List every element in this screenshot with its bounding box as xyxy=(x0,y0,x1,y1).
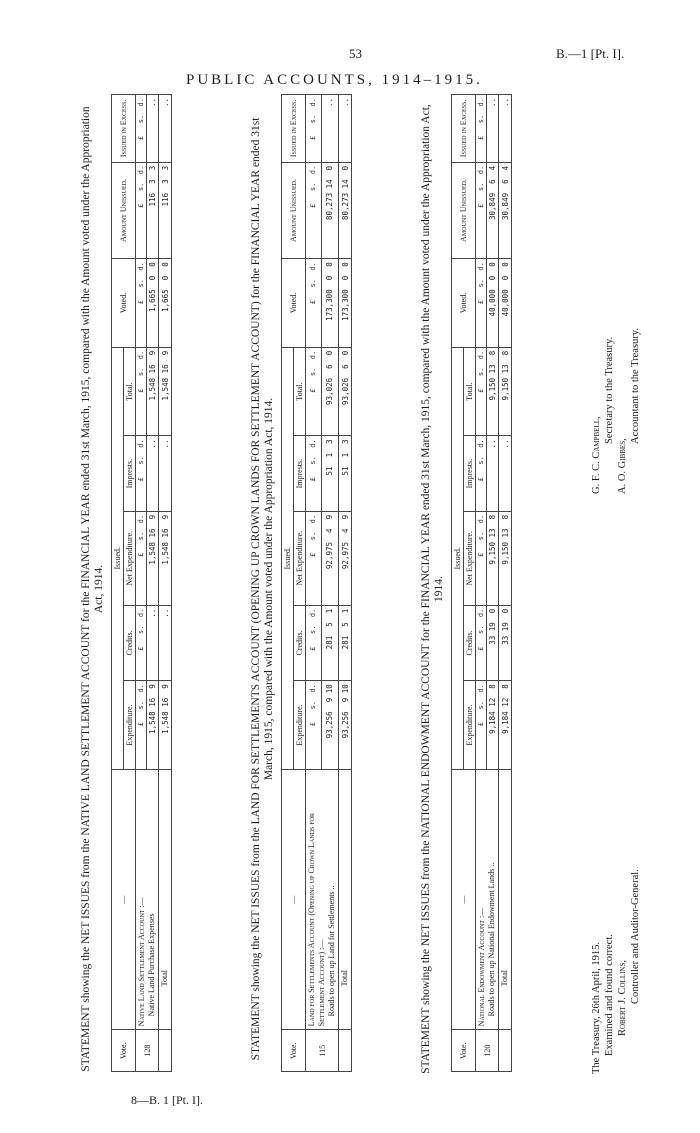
description-header: — xyxy=(282,769,306,1030)
total-vote-cell xyxy=(499,1030,512,1072)
currency-units: £ s. d. xyxy=(136,681,147,770)
total-header: Total. xyxy=(124,347,136,436)
total-excess: .. xyxy=(499,95,512,163)
row-total: 93,026 6 0 xyxy=(321,347,338,436)
treasury-date: The Treasury, 26th April, 1915. xyxy=(591,941,602,1074)
currency-units: £ s. d. xyxy=(136,95,147,163)
total-imprests: .. xyxy=(499,436,512,512)
net-expenditure-header: Net Expenditure. xyxy=(124,511,136,605)
secretary-title: Secretary to the Treasury. xyxy=(604,336,615,444)
total-net-expenditure: 92,975 4 9 xyxy=(339,511,352,605)
currency-units: £ s. d. xyxy=(306,681,322,770)
total-vote-cell xyxy=(159,1030,172,1072)
statement-title: STATEMENT showing the NET ISSUES from the NATIVE LAND SETTLEMENT ACCOUNT for the FINANCIAL YEAR ended 31st March, 1915, compared with the Amount voted under the Appropriation Act, 1914. xyxy=(80,106,105,1072)
row-imprests: .. xyxy=(147,436,159,512)
page-title: PUBLIC ACCOUNTS, 1914–1915. xyxy=(186,72,483,88)
row-imprests: .. xyxy=(487,436,499,512)
vote-header: Vote. xyxy=(282,1030,306,1072)
accountant-name: A. O. Gibbes, xyxy=(617,438,628,494)
total-header: Total. xyxy=(294,347,306,436)
row-voted: 1,665 0 0 xyxy=(147,259,159,348)
row-excess: .. xyxy=(321,95,338,163)
expenditure-header: Expenditure. xyxy=(294,681,306,770)
total-label-cell xyxy=(499,769,512,1030)
statement-section xyxy=(420,94,512,1084)
currency-units: £ s. d. xyxy=(476,436,487,512)
voted-header: Voted. xyxy=(282,259,306,348)
vote-header: Vote. xyxy=(112,1030,136,1072)
total-net-expenditure: 1,548 16 9 xyxy=(159,511,172,605)
currency-units: £ s. d. xyxy=(136,259,147,348)
currency-units: £ s. d. xyxy=(136,605,147,681)
secretary-name: G. F. C. Campbell, xyxy=(591,416,602,494)
account-heading: National Endowment Account :— xyxy=(477,907,486,1027)
total-label-cell xyxy=(339,769,352,1030)
row-net-expenditure: 1,548 16 9 xyxy=(147,511,159,605)
credits-header: Credits. xyxy=(464,605,476,681)
net-expenditure-header: Net Expenditure. xyxy=(464,511,476,605)
currency-units: £ s. d. xyxy=(476,95,487,163)
issued-header: Issued. xyxy=(282,347,294,769)
total-unissued: 116 3 3 xyxy=(159,162,172,258)
footer-reference: 8—B. 1 [Pt. I]. xyxy=(131,1093,203,1107)
total-credits: .. xyxy=(159,605,172,681)
row-total: 9,150 13 8 xyxy=(487,347,499,436)
total-excess: .. xyxy=(339,95,352,163)
account-heading: Native Land Settlement Account :— xyxy=(137,897,146,1027)
row-expenditure: 1,548 16 9 xyxy=(147,681,159,770)
imprests-header: Imprests. xyxy=(124,436,136,512)
currency-units: £ s. d. xyxy=(476,347,487,436)
total-unissued: 80,273 14 0 xyxy=(339,162,352,258)
total-expenditure: 1,548 16 9 xyxy=(159,681,172,770)
total-header: Total. xyxy=(464,347,476,436)
statement-table xyxy=(451,94,512,1072)
total-voted: 40,000 0 0 xyxy=(499,259,512,348)
total-label-cell xyxy=(159,769,172,1030)
account-description xyxy=(306,769,339,1030)
currency-units: £ s. d. xyxy=(136,347,147,436)
statement-title: STATEMENT showing the NET ISSUES from the LAND FOR SETTLEMENTS ACCOUNT (OPENING UP CROWN LANDS FOR SETTLEMENT ACCOUNT) for the FINANCIAL YEAR ended 31st March, 1915, compared with the Amount voted under the Appropriation Act, 1914. xyxy=(250,117,275,1061)
total-voted: 173,300 0 0 xyxy=(339,259,352,348)
row-unissued: 30,849 6 4 xyxy=(487,162,499,258)
currency-units: £ s. d. xyxy=(306,605,322,681)
total-credits: 33 19 0 xyxy=(499,605,512,681)
account-description xyxy=(136,769,159,1030)
row-voted: 173,300 0 0 xyxy=(321,259,338,348)
row-excess: .. xyxy=(147,95,159,163)
total-unissued: 30,849 6 4 xyxy=(499,162,512,258)
item-description: Roads to open up Land for Settlements .. xyxy=(327,885,336,1017)
currency-units: £ s. d. xyxy=(476,259,487,348)
description-header: — xyxy=(452,769,476,1030)
document-reference: B.—1 [Pt. I]. xyxy=(556,46,625,61)
total-label: Total xyxy=(340,970,349,987)
amount-unissued-header: Amount Unissued. xyxy=(282,162,306,258)
currency-units: £ s. d. xyxy=(476,605,487,681)
credits-header: Credits. xyxy=(294,605,306,681)
total-imprests: .. xyxy=(159,436,172,512)
currency-units: £ s. d. xyxy=(306,95,322,163)
total-expenditure: 93,256 9 10 xyxy=(339,681,352,770)
expenditure-header: Expenditure. xyxy=(124,681,136,770)
imprests-header: Imprests. xyxy=(464,436,476,512)
total-total: 9,150 13 8 xyxy=(499,347,512,436)
page-number: 53 xyxy=(349,46,362,61)
currency-units: £ s. d. xyxy=(476,681,487,770)
total-total: 1,548 16 9 xyxy=(159,347,172,436)
statement-table xyxy=(111,94,172,1072)
auditor-name: Robert J. Collins, xyxy=(617,959,628,1036)
total-voted: 1,665 0 0 xyxy=(159,259,172,348)
statement-section xyxy=(250,94,352,1084)
currency-units: £ s. d. xyxy=(136,162,147,258)
imprests-header: Imprests. xyxy=(294,436,306,512)
currency-units: £ s. d. xyxy=(136,511,147,605)
total-label: Total xyxy=(160,970,169,987)
vote-header: Vote. xyxy=(452,1030,476,1072)
row-imprests: 51 1 3 xyxy=(321,436,338,512)
total-imprests: 51 1 3 xyxy=(339,436,352,512)
vote-number: 128 xyxy=(136,1030,159,1072)
voted-header: Voted. xyxy=(452,259,476,348)
total-credits: 281 5 1 xyxy=(339,605,352,681)
total-label: Total xyxy=(500,970,509,987)
issued-in-excess-header: Issued in Excess. xyxy=(452,95,476,163)
row-unissued: 116 3 3 xyxy=(147,162,159,258)
amount-unissued-header: Amount Unissued. xyxy=(112,162,136,258)
row-net-expenditure: 92,975 4 9 xyxy=(321,511,338,605)
row-expenditure: 93,256 9 10 xyxy=(321,681,338,770)
rotated-statements-block xyxy=(70,94,670,1084)
issued-header: Issued. xyxy=(112,347,124,769)
row-voted: 40,000 0 0 xyxy=(487,259,499,348)
net-expenditure-header: Net Expenditure. xyxy=(294,511,306,605)
row-total: 1,548 16 9 xyxy=(147,347,159,436)
currency-units: £ s. d. xyxy=(476,511,487,605)
item-description: Roads to open up National Endowment Lands .. xyxy=(487,862,496,1017)
row-unissued: 80,273 14 0 xyxy=(321,162,338,258)
statement-title: STATEMENT showing the NET ISSUES from the NATIONAL ENDOWMENT ACCOUNT for the FINANCIAL YEAR ended 31st March, 1915, compared with the Amount voted under the Appropriation Act, 1914. xyxy=(420,104,445,1074)
row-net-expenditure: 9,150 13 8 xyxy=(487,511,499,605)
vote-number: 115 xyxy=(306,1030,339,1072)
currency-units: £ s. d. xyxy=(306,511,322,605)
currency-units: £ s. d. xyxy=(136,436,147,512)
expenditure-header: Expenditure. xyxy=(464,681,476,770)
total-expenditure: 9,184 12 8 xyxy=(499,681,512,770)
amount-unissued-header: Amount Unissued. xyxy=(452,162,476,258)
currency-units: £ s. d. xyxy=(306,436,322,512)
credits-header: Credits. xyxy=(124,605,136,681)
currency-units: £ s. d. xyxy=(306,259,322,348)
row-credits: 281 5 1 xyxy=(321,605,338,681)
item-description: Native Land Purchase Expenses xyxy=(147,913,156,1017)
account-heading: Land for Settlements Account (Opening up Crown Lands for Settlement Account) :— xyxy=(307,812,326,1027)
examined-note: Examined and found correct. xyxy=(604,934,615,1056)
auditor-title: Controller and Auditor-General. xyxy=(630,869,641,1004)
issued-in-excess-header: Issued in Excess. xyxy=(282,95,306,163)
statement-table xyxy=(281,94,352,1072)
accountant-title: Accountant to the Treasury. xyxy=(630,328,641,444)
currency-units: £ s. d. xyxy=(306,347,322,436)
issued-header: Issued. xyxy=(452,347,464,769)
row-expenditure: 9,184 12 8 xyxy=(487,681,499,770)
currency-units: £ s. d. xyxy=(476,162,487,258)
total-net-expenditure: 9,150 13 8 xyxy=(499,511,512,605)
total-excess: .. xyxy=(159,95,172,163)
row-credits: 33 19 0 xyxy=(487,605,499,681)
description-header: — xyxy=(112,769,136,1030)
row-credits: .. xyxy=(147,605,159,681)
statement-section xyxy=(80,94,172,1084)
row-excess: .. xyxy=(487,95,499,163)
total-vote-cell xyxy=(339,1030,352,1072)
vote-number: 120 xyxy=(476,1030,499,1072)
issued-in-excess-header: Issued in Excess. xyxy=(112,95,136,163)
voted-header: Voted. xyxy=(112,259,136,348)
total-total: 93,026 6 0 xyxy=(339,347,352,436)
account-description xyxy=(476,769,499,1030)
currency-units: £ s. d. xyxy=(306,162,322,258)
